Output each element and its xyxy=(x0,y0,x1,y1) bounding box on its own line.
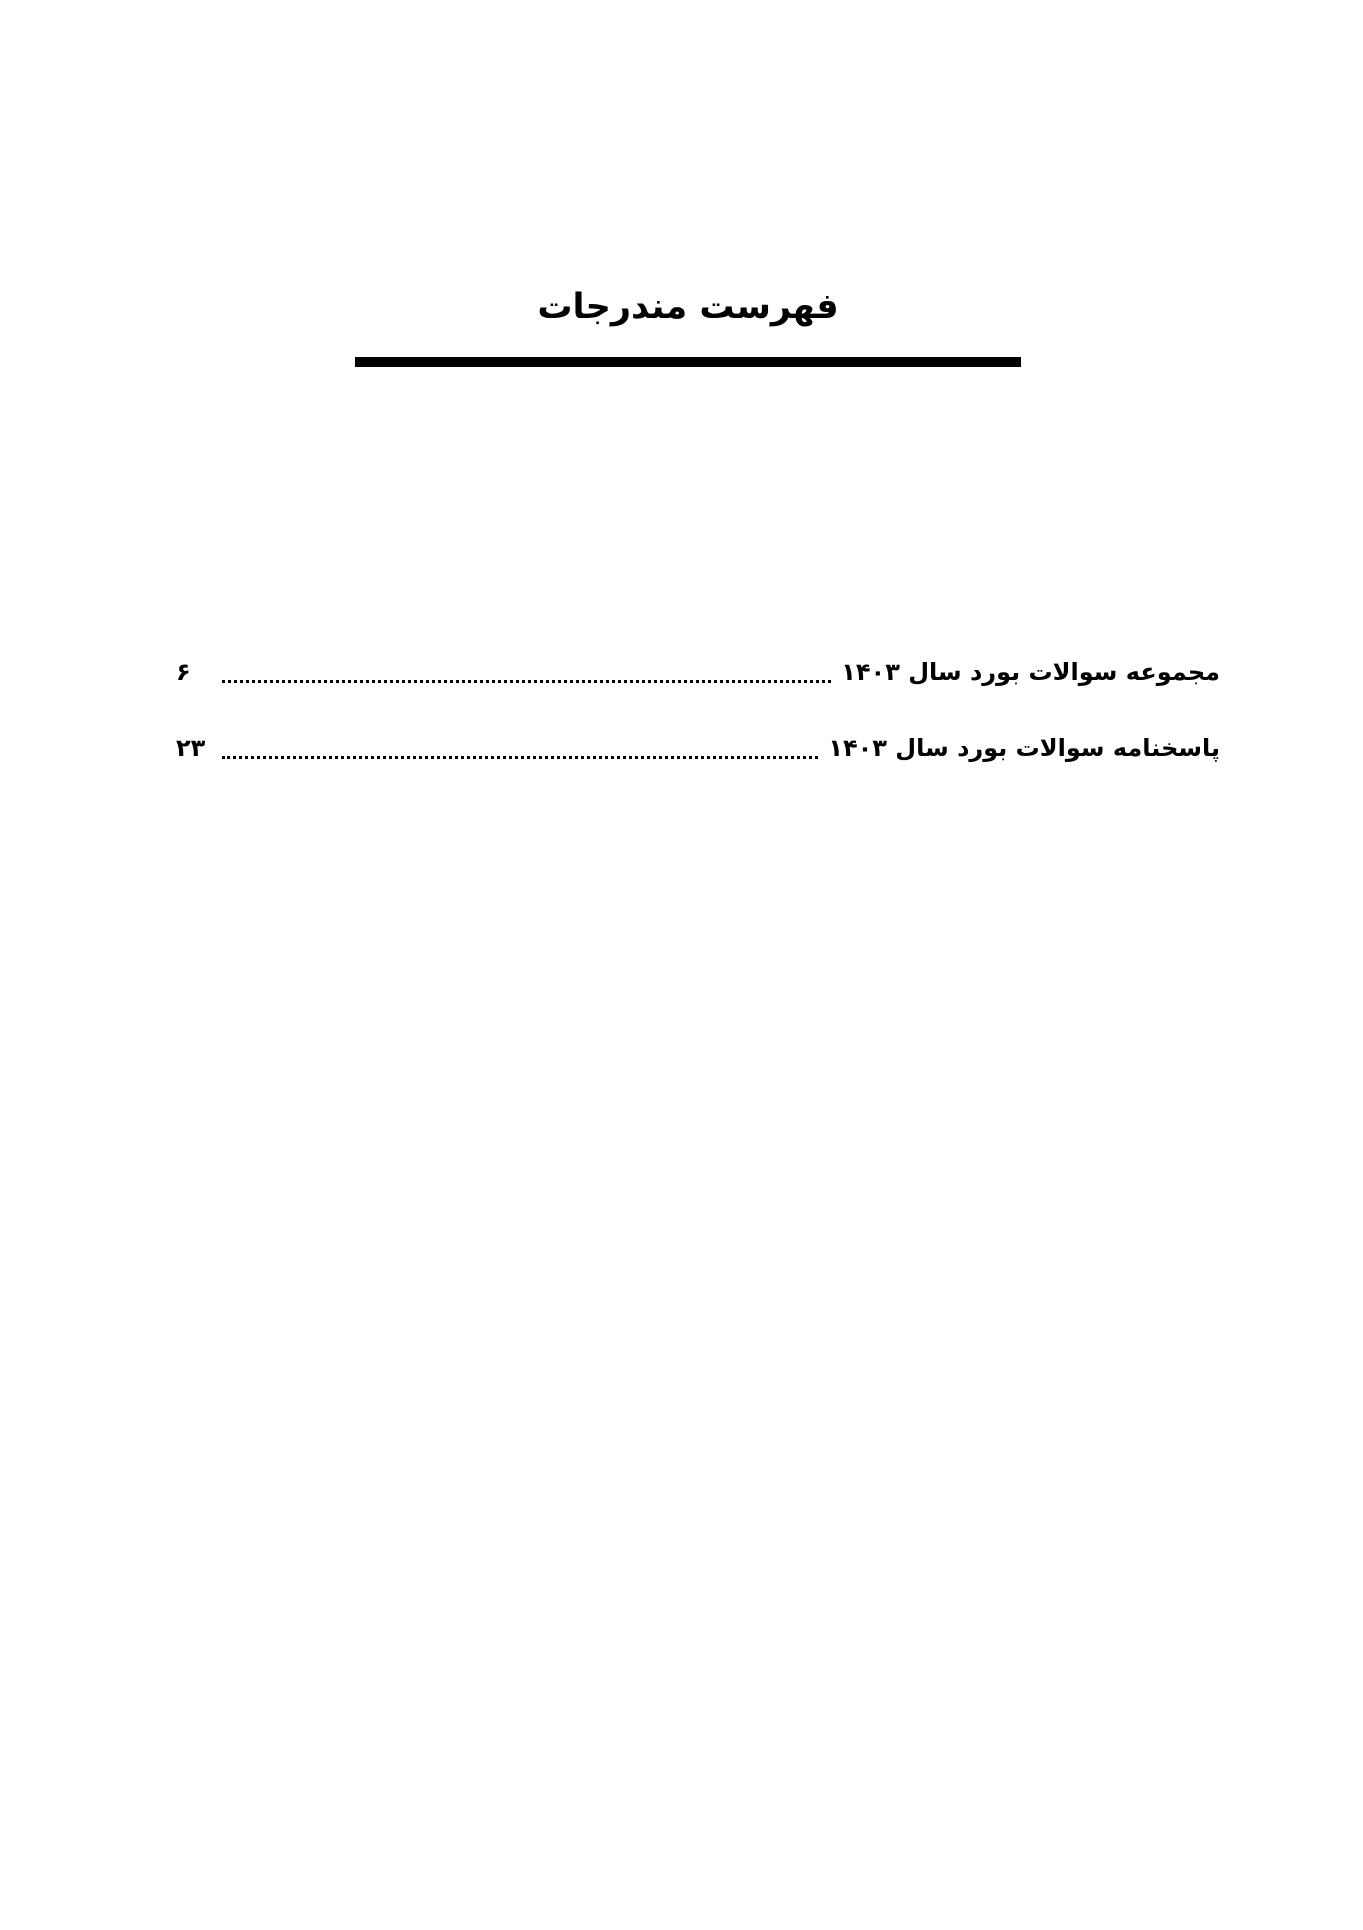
toc-entry[interactable] xyxy=(176,650,1220,694)
toc-page-number: ۶ xyxy=(176,658,191,686)
page-title: فهرست مندرجات xyxy=(537,287,839,327)
title-underline-rule xyxy=(355,357,1021,367)
toc-page-number: ۲۳ xyxy=(176,734,206,762)
toc-entry[interactable] xyxy=(176,726,1220,770)
toc-dot-leader xyxy=(222,680,831,683)
table-of-contents xyxy=(176,650,1220,802)
toc-dot-leader xyxy=(222,756,818,759)
toc-entry-title: پاسخنامه سوالات بورد سال ۱۴۰۳ xyxy=(828,734,1220,762)
toc-entry-title: مجموعه سوالات بورد سال ۱۴۰۳ xyxy=(841,658,1220,686)
